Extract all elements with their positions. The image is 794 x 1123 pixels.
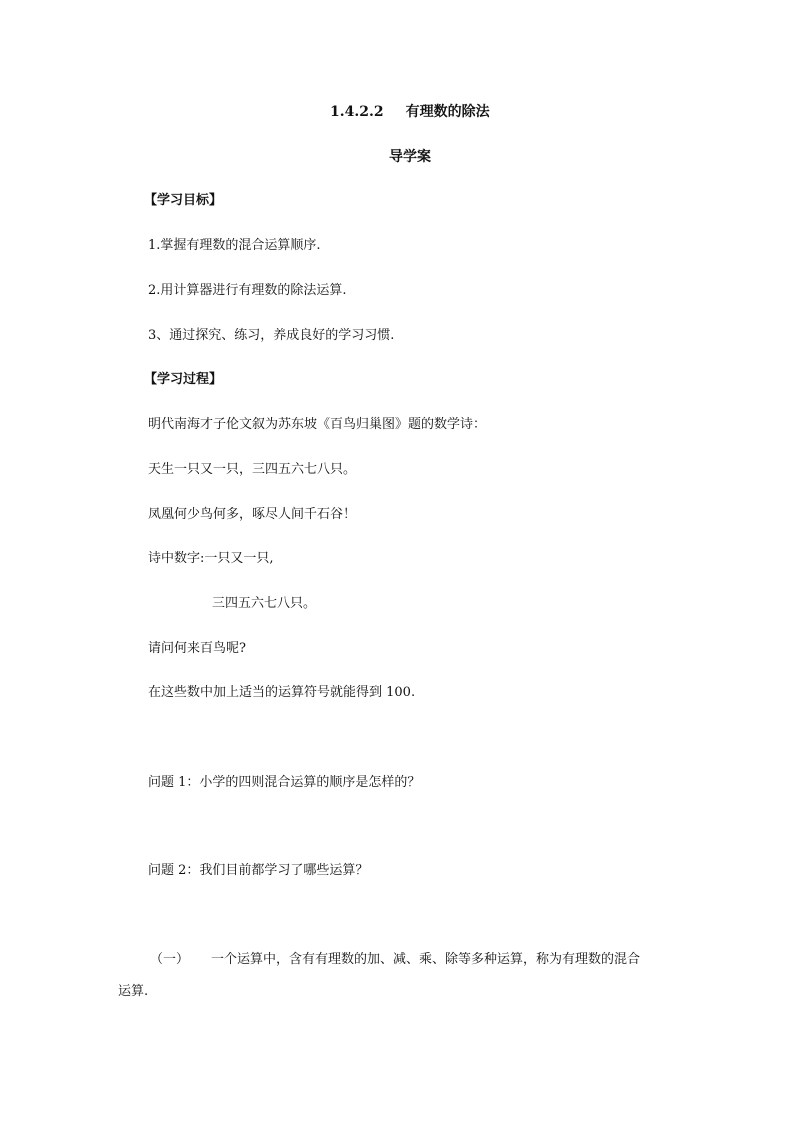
poem-line: 天生一只又一只，三四五六七八只。 xyxy=(148,462,357,477)
question-1: 问题 1：小学的四则混合运算的顺序是怎样的？ xyxy=(148,775,421,790)
process-line: 三四五六七八只。 xyxy=(212,596,317,611)
process-line: 在这些数中加上适当的运算符号就能得到 100. xyxy=(148,685,416,700)
process-line: 诗中数字:一只又一只, xyxy=(148,551,274,566)
poem-line: 凤凰何少鸟何多，啄尽人间千石谷！ xyxy=(148,507,357,522)
goal-item: 2.用计算器进行有理数的除法运算. xyxy=(148,283,347,298)
goals-heading: 【学习目标】 xyxy=(144,193,223,208)
section-number: 1.4.2.2 xyxy=(330,104,384,120)
question-2: 问题 2：我们目前都学习了哪些运算？ xyxy=(148,863,369,878)
part-1-paragraph xyxy=(150,951,640,969)
title-text: 有理数的除法 xyxy=(405,104,490,120)
part-1-label: （一） xyxy=(150,952,190,967)
page-title xyxy=(330,103,490,121)
part-1-text-continued: 运算. xyxy=(118,984,149,999)
page-subtitle: 导学案 xyxy=(389,149,431,165)
process-line: 请问何来百鸟呢? xyxy=(148,641,246,656)
part-1-text: 一个运算中，含有有理数的加、减、乘、除等多种运算，称为有理数的混合 xyxy=(211,952,641,967)
goal-item: 1.掌握有理数的混合运算顺序. xyxy=(148,238,321,253)
process-line: 明代南海才子伦文叙为苏东坡《百鸟归巢图》题的数学诗： xyxy=(148,417,487,432)
process-heading: 【学习过程】 xyxy=(144,372,223,387)
goal-item: 3、通过探究、练习，养成良好的学习习惯. xyxy=(148,328,395,343)
